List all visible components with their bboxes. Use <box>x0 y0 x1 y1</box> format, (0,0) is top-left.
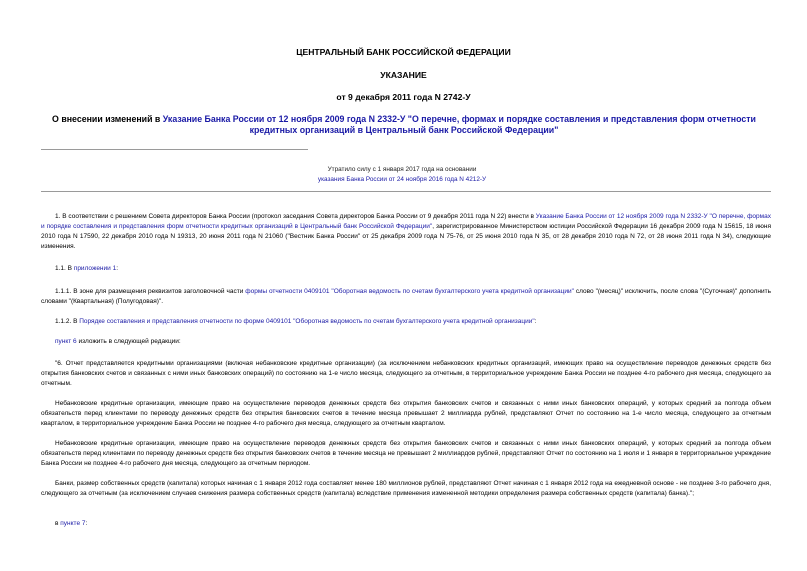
p11-text-b: : <box>116 265 119 272</box>
validity-note-link[interactable]: указания Банка России от 24 ноября 2016 года N 4212-У <box>317 176 487 183</box>
validity-note-text: Утратило силу с 1 января 2017 года на основании <box>327 166 477 173</box>
punkt-7-link[interactable]: пункте 7 <box>60 520 86 527</box>
p11-link-appendix[interactable]: приложении 1 <box>73 265 117 272</box>
p11-text-a: 1.1. В <box>55 265 74 272</box>
validity-note <box>300 165 504 185</box>
divider-full <box>41 191 771 192</box>
p7-text-b: : <box>85 520 88 527</box>
paragraph-1-1-1 <box>41 287 771 307</box>
p112-text-a: 1.1.2. В <box>55 318 80 325</box>
document-type: УКАЗАНИЕ <box>380 70 427 80</box>
p111-link-form[interactable]: формы отчетности 0409101 "Оборотная ведомость по счетам бухгалтерского учета кредитной организации" <box>245 288 574 295</box>
p7-text-a: в <box>55 520 61 527</box>
p112-link-procedure[interactable]: Порядке составления и представления отчетности по форме 0409101 "Оборотная ведомость по счетам бухгалтерского учета кредитной организации" <box>79 318 535 325</box>
punkt-6-link[interactable]: пункт 6 <box>55 338 77 345</box>
paragraph-1-1 <box>55 264 118 274</box>
p1-text-b: , зарегистрированное Министерством юстиции Российской Федерации 16 декабря 2009 года N 15615, 18 июня 2010 года N 17590, 22 декабря 2010 года N 19313, 20 июня 2011 года N 21060 ("Вестник Банка России" от 25 декабря 2009 года N 75-76, от 25 июня 2010 года N 35, от 28 декабря 2010 года N 72, от 28 июня 2011 года N 34), следующие изменения. <box>41 223 771 250</box>
quoted-paragraph-3: Небанковские кредитные организации, имеющие право на осуществление переводов денежных средств без открытия банковских счетов и связанных с ними иных банковских операций, у которых средний за полгода объем обязательств перед клиентами по переводу денежных средств без открытия банковских счетов в течение месяца не превышает 2 миллиардов рублей, представляют Отчет по состоянию на 1 июля и 1 января в территориальное учреждение Банка России не позднее 4-го рабочего дня месяца, следующего за отчетным периодом. <box>41 440 771 467</box>
document-title <box>40 114 768 136</box>
p111-text-b: слово "(месяц)" исключить, после слова "(Суточная)" дополнить словами "(Квартальная) (Полугодовая)". <box>41 288 771 305</box>
paragraph-1-1-2 <box>55 317 537 327</box>
quoted-paragraph-4: Банки, размер собственных средств (капитала) которых начиная с 1 января 2012 года составляет менее 180 миллионов рублей, представляют Отчет начиная с 1 января 2012 года на ежедневной основе - не позднее 3-го рабочего дня, следующего за отчетным (за исключением случаев снижения размера собственных средств (капитала) вследствие применения измененной методики определения размера собственных средств (капитала) банка)."; <box>41 480 771 497</box>
title-prefix: О внесении изменений в <box>52 114 163 124</box>
p1-link-act[interactable]: Указание Банка России от 12 ноября 2009 года N 2332-У <box>535 213 708 220</box>
quoted-paragraph-2: Небанковские кредитные организации, имеющие право на осуществление переводов денежных средств без открытия банковских счетов и связанных с ними иных банковских операций, у которых средний за полгода объем обязательств перед клиентами по переводу денежных средств без открытия банковских счетов в течение месяца превышает 2 миллиарда рублей, представляют Отчет по состоянию на 1-е число месяца, следующего за отчетным кварталом, в территориальное учреждение Банка России не позднее 4-го рабочего дня месяца, следующего за отчетным кварталом. <box>41 400 771 427</box>
issuer-name: ЦЕНТРАЛЬНЫЙ БАНК РОССИЙСКОЙ ФЕДЕРАЦИИ <box>296 47 511 57</box>
paragraph-punkt-7 <box>55 519 87 529</box>
title-amended-act-link[interactable]: Указание Банка России от 12 ноября 2009 года N 2332-У "О перечне, формах и порядке составления и представления форм отчетности кредитных организаций в Центральный банк Российской Федерации" <box>162 114 756 135</box>
document-date-number: от 9 декабря 2011 года N 2742-У <box>336 92 471 102</box>
p1-text-a: 1. В соответствии с решением Совета директоров Банка России (протокол заседания Совета директоров Банка России от 9 декабря 2011 года N 22) внести в <box>55 213 536 220</box>
p112-text-b: : <box>534 318 537 325</box>
paragraph-punkt-6 <box>55 337 181 347</box>
paragraph-1 <box>41 212 771 252</box>
p111-text-a: 1.1.1. В зоне для размещения реквизитов заголовочной части <box>55 288 246 295</box>
p1-link-act-title[interactable]: "О перечне, формах и порядке составления и представления форм отчетности кредитных организаций в Центральный банк Российской Федерации" <box>41 213 771 230</box>
punkt-6-text: изложить в следующей редакции: <box>76 338 181 345</box>
quoted-paragraph-1: "6. Отчет представляется кредитными организациями (включая небанковские кредитные организации) (за исключением небанковских кредитных организаций, имеющих право на осуществление переводов денежных средств без открытия банковских счетов и связанных с ними иных банковских операций) по состоянию на 1-е число месяца, следующего за отчетным, в территориальное учреждение Банка России не позднее 4-го рабочего дня месяца, следующего за отчетным. <box>41 360 771 387</box>
divider-short <box>41 149 308 150</box>
